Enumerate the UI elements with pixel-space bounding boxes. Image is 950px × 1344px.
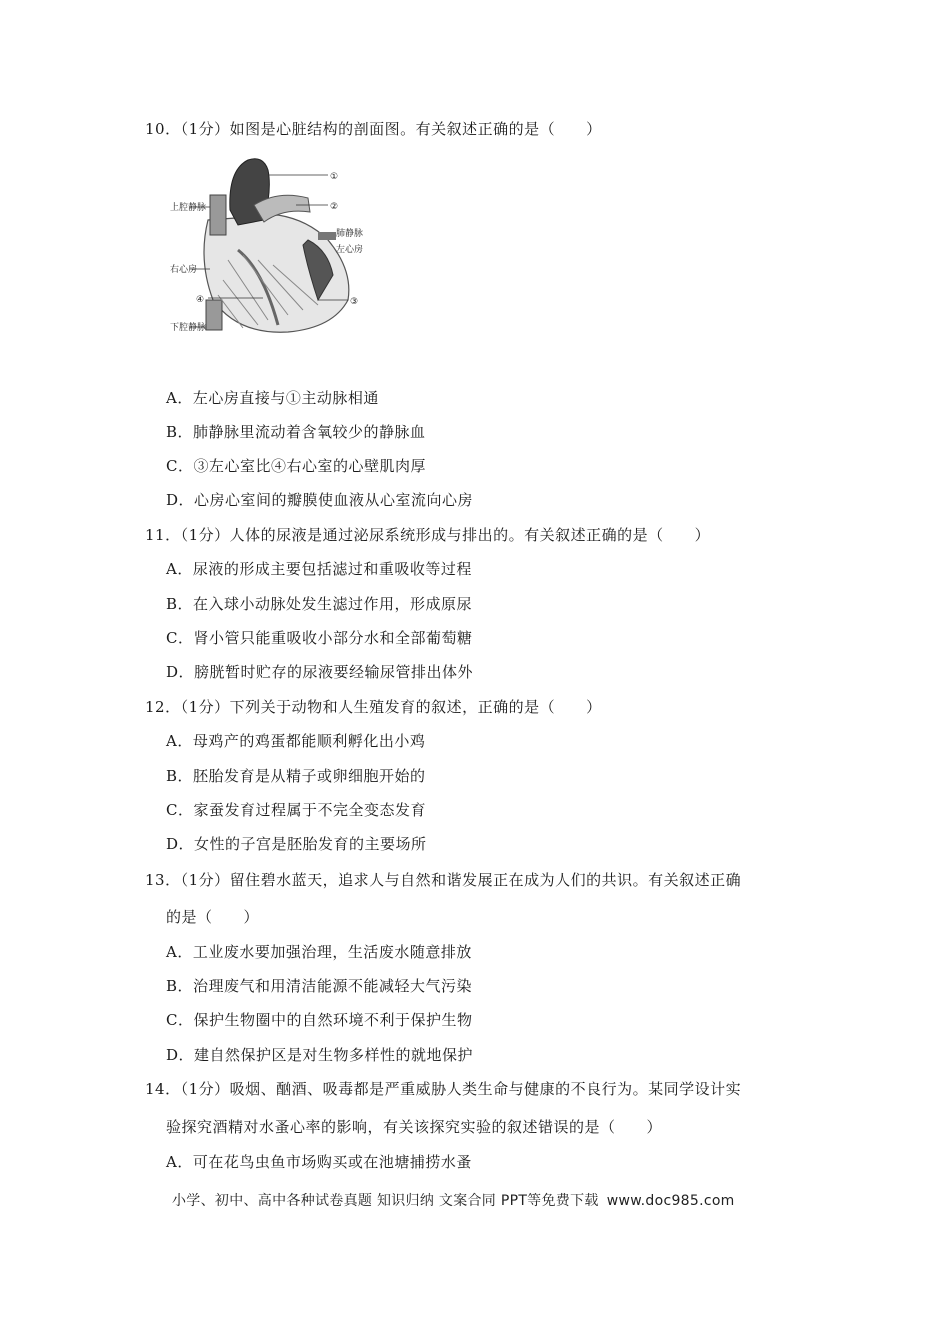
q13-option-b: B．治理废气和用清洁能源不能减轻大气污染 xyxy=(166,977,473,995)
question-14-stem-cont: 验探究酒精对水蚤心率的影响，有关该探究实验的叙述错误的是（ ） xyxy=(166,1118,663,1136)
label-ra: 右心房 xyxy=(170,265,198,275)
q11-option-b: B．在入球小动脉处发生滤过作用，形成原尿 xyxy=(166,595,473,613)
question-11-stem: 11．（1分）人体的尿液是通过泌尿系统形成与排出的。有关叙述正确的是（ ） xyxy=(145,526,711,544)
footer-site-link[interactable]: www.doc985.com xyxy=(606,1193,735,1209)
q12-option-b: B．胚胎发育是从精子或卵细胞开始的 xyxy=(166,767,426,785)
q10-option-d: D．心房心室间的瓣膜使血液从心室流向心房 xyxy=(166,491,474,509)
q10-option-c: C．③左心室比④右心室的心壁肌肉厚 xyxy=(166,457,426,475)
question-12-stem: 12．（1分）下列关于动物和人生殖发育的叙述，正确的是（ ） xyxy=(145,698,602,716)
question-13-stem: 13．（1分）留住碧水蓝天，追求人与自然和谐发展正在成为人们的共识。有关叙述正确 xyxy=(145,871,742,889)
page-footer xyxy=(172,1190,735,1210)
q13-option-a: A．工业废水要加强治理，生活废水随意排放 xyxy=(166,943,472,961)
label-1: ① xyxy=(330,172,339,182)
label-4: ④ xyxy=(196,295,205,305)
q13-option-c: C．保护生物圈中的自然环境不利于保护生物 xyxy=(166,1011,473,1029)
q13-option-d: D．建自然保护区是对生物多样性的就地保护 xyxy=(166,1046,474,1064)
q10-option-a: A．左心房直接与①主动脉相通 xyxy=(166,389,379,407)
heart-section-figure xyxy=(168,150,368,340)
q10-option-b: B．肺静脉里流动着含氧较少的静脉血 xyxy=(166,423,426,441)
q11-option-d: D．膀胱暂时贮存的尿液要经输尿管排出体外 xyxy=(166,663,474,681)
heart-diagram xyxy=(168,150,368,340)
question-14-stem: 14．（1分）吸烟、酗酒、吸毒都是严重威胁人类生命与健康的不良行为。某同学设计实 xyxy=(145,1080,742,1098)
label-3: ③ xyxy=(350,297,359,307)
label-pv: 肺静脉 xyxy=(336,229,364,239)
q12-option-a: A．母鸡产的鸡蛋都能顺利孵化出小鸡 xyxy=(166,732,426,750)
q12-option-d: D．女性的子宫是胚胎发育的主要场所 xyxy=(166,835,427,853)
label-la: 左心房 xyxy=(336,245,364,255)
q12-option-c: C．家蚕发育过程属于不完全变态发育 xyxy=(166,801,426,819)
q11-option-a: A．尿液的形成主要包括滤过和重吸收等过程 xyxy=(166,560,472,578)
label-svc: 上腔静脉 xyxy=(170,203,207,213)
label-ivc: 下腔静脉 xyxy=(170,323,207,333)
q14-option-a: A．可在花鸟虫鱼市场购买或在池塘捕捞水蚤 xyxy=(166,1153,472,1171)
label-2: ② xyxy=(330,202,339,212)
q11-option-c: C．肾小管只能重吸收小部分水和全部葡萄糖 xyxy=(166,629,473,647)
question-13-stem-cont: 的是（ ） xyxy=(166,908,260,926)
question-10-stem: 10．（1分）如图是心脏结构的剖面图。有关叙述正确的是（ ） xyxy=(145,120,602,138)
footer-text: 小学、初中、高中各种试卷真题 知识归纳 文案合同 PPT等免费下载 xyxy=(172,1193,599,1209)
